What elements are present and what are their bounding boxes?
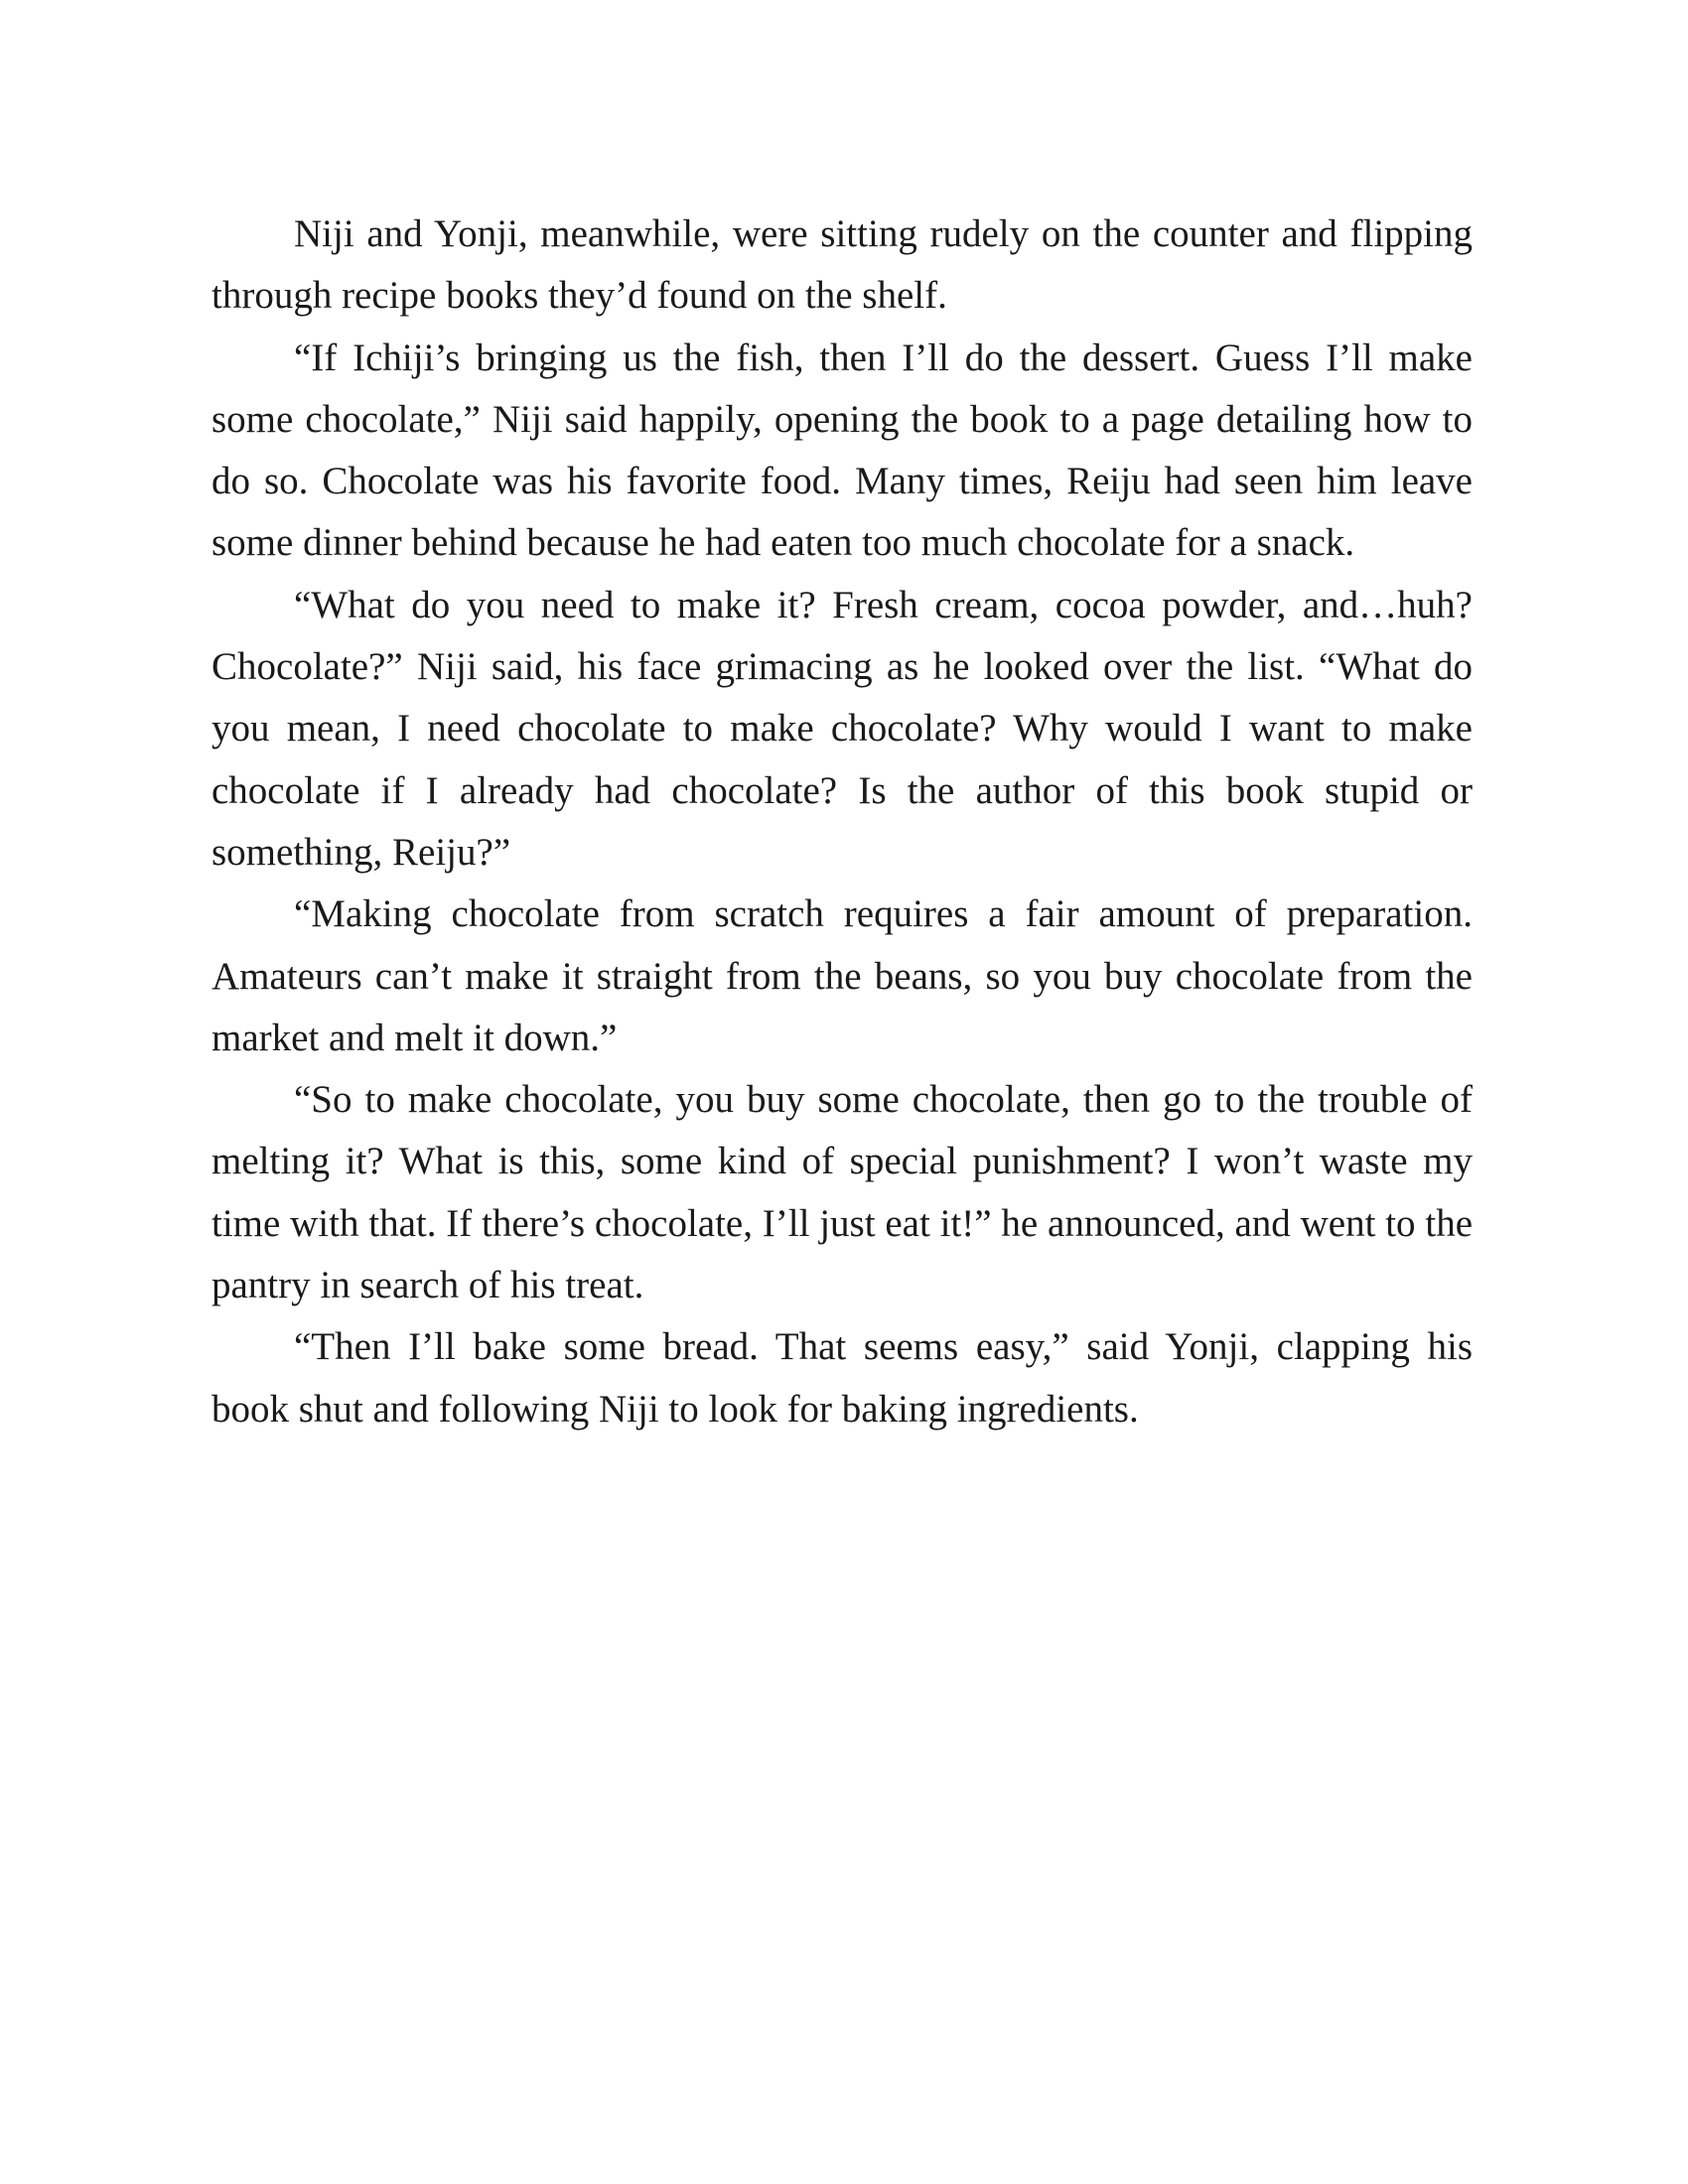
paragraph-5: “So to make chocolate, you buy some chocolate, then go to the trouble of melting it? What is this, some kind of special punishment? I won’t waste my time with that. If there’s chocolate, I’ll just eat it!” he announced, and went to the pantry in search of his treat.	[211, 1078, 1473, 1307]
paragraph-1: Niji and Yonji, meanwhile, were sitting rudely on the counter and flipping through recipe books they’d found on the shelf.	[211, 212, 1473, 318]
paragraph-6: “Then I’ll bake some bread. That seems easy,” said Yonji, clapping his book shut and following Niji to look for baking ingredients.	[211, 1325, 1473, 1431]
body-text	[211, 204, 1473, 1440]
paragraph-2: “If Ichiji’s bringing us the fish, then I’ll do the dessert. Guess I’ll make some chocolate,” Niji said happily, opening the book to a page detailing how to do so. Chocolate was his favorite food. Many times, Reiju had seen him leave some dinner behind because he had eaten too much chocolate for a snack.	[211, 336, 1473, 565]
paragraph-4: “Making chocolate from scratch requires a fair amount of preparation. Amateurs can’t make it straight from the beans, so you buy chocolate from the market and melt it down.”	[211, 892, 1473, 1059]
paragraph-3: “What do you need to make it? Fresh cream, cocoa powder, and…huh? Chocolate?” Niji said, his face grimacing as he looked over the list. “What do you mean, I need chocolate to make chocolate? Why would I want to make chocolate if I already had chocolate? Is the author of this book stupid or something, Reiju?”	[211, 583, 1473, 874]
